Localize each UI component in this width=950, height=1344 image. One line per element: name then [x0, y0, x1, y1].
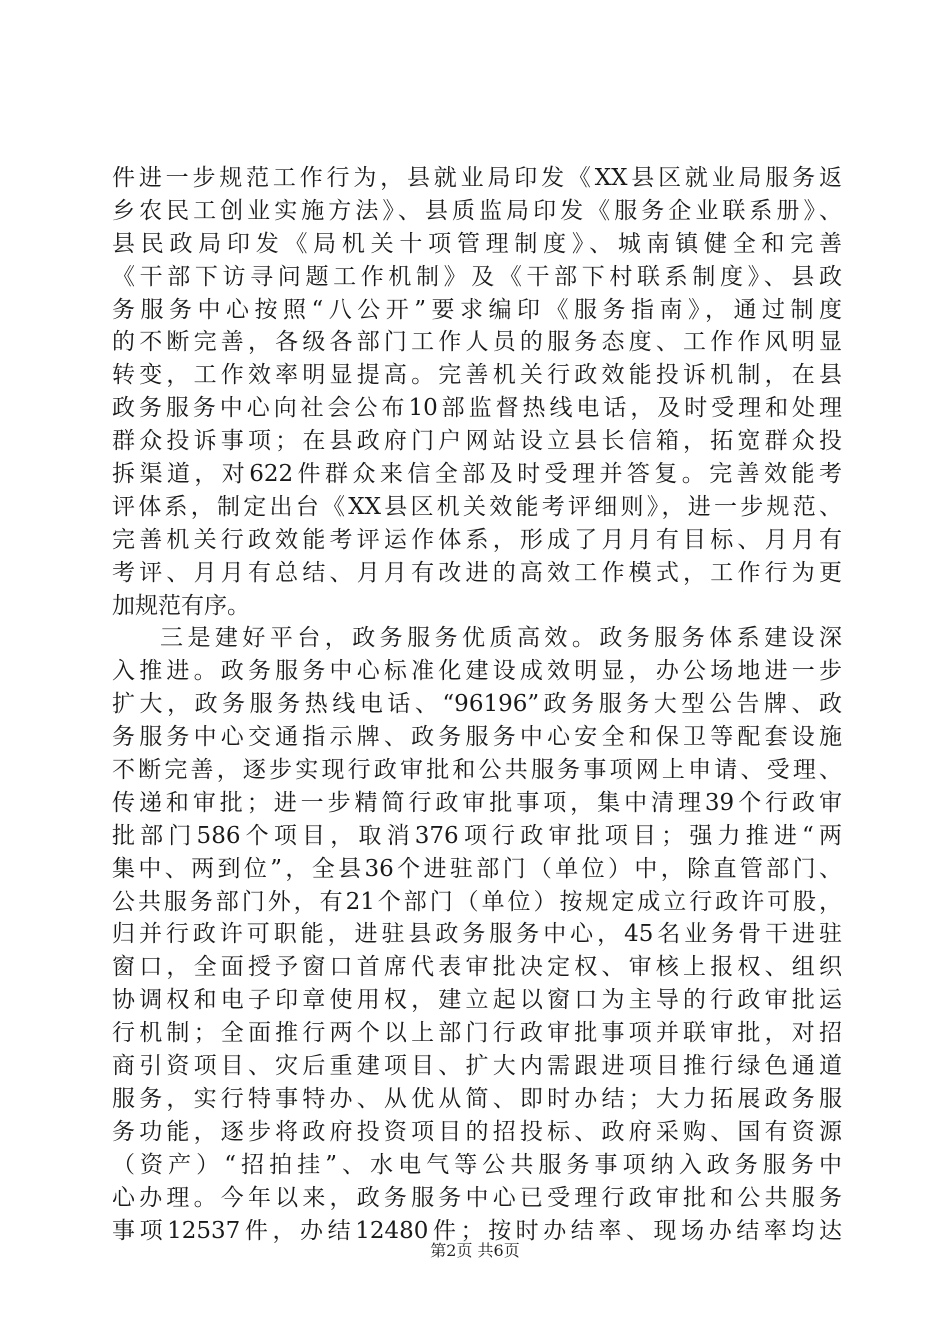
text-line: 务功能，逐步将政府投资项目的招投标、政府采购、国有资源: [112, 1118, 842, 1145]
page-number-footer: 第2页 共6页: [430, 1241, 520, 1260]
text-line: 集中、两到位”，全县36个进驻部门（单位）中，除直管部门、: [112, 855, 842, 882]
text-line: 务服务中心交通指示牌、政务服务中心安全和保卫等配套设施: [112, 724, 842, 751]
text-line: 行机制；全面推行两个以上部门行政审批事项并联审批，对招: [112, 1020, 842, 1047]
text-line: 转变，工作效率明显提高。完善机关行政效能投诉机制，在县: [112, 362, 842, 389]
text-line: 政务服务中心向社会公布10部监督热线电话，及时受理和处理: [112, 395, 842, 422]
text-line: 的不断完善，各级各部门工作人员的服务态度、工作作风明显: [112, 329, 842, 356]
text-line: 入推进。政务服务中心标准化建设成效明显，办公场地进一步: [112, 658, 842, 685]
text-line: 评体系，制定出台《XX县区机关效能考评细则》，进一步规范、: [112, 493, 842, 520]
text-line: 窗口，全面授予窗口首席代表审批决定权、审核上报权、组织: [112, 954, 842, 981]
paragraph-start-line: 三是建好平台，政务服务优质高效。政务服务体系建设深: [160, 625, 842, 652]
body-text: [112, 162, 842, 1247]
text-line: 传递和审批；进一步精简行政审批事项，集中清理39个行政审: [112, 789, 842, 816]
text-line: 心办理。今年以来，政务服务中心已受理行政审批和公共服务: [112, 1184, 842, 1211]
text-line: 扩大，政务服务热线电话、“96196”政务服务大型公告牌、政: [112, 691, 842, 718]
text-line: 《干部下访寻问题工作机制》及《干部下村联系制度》、县政: [112, 263, 842, 290]
text-line: 归并行政许可职能，进驻县政务服务中心，45名业务骨干进驻: [112, 921, 842, 948]
text-line: 务服务中心按照“八公开”要求编印《服务指南》，通过制度: [112, 296, 842, 323]
text-line: 加规范有序。: [112, 592, 250, 619]
text-line: 不断完善，逐步实现行政审批和公共服务事项网上申请、受理、: [112, 757, 842, 784]
text-line: 商引资项目、灾后重建项目、扩大内需跟进项目推行绿色通道: [112, 1053, 842, 1080]
text-line: 完善机关行政效能考评运作体系，形成了月月有目标、月月有: [112, 526, 842, 553]
text-line: 考评、月月有总结、月月有改进的高效工作模式，工作行为更: [112, 559, 842, 586]
text-line: 拆渠道，对622件群众来信全部及时受理并答复。完善效能考: [112, 461, 842, 488]
text-line: 协调权和电子印章使用权，建立起以窗口为主导的行政审批运: [112, 987, 842, 1014]
text-line: 服务，实行特事特办、从优从简、即时办结；大力拓展政务服: [112, 1085, 842, 1112]
text-line: 县民政局印发《局机关十项管理制度》、城南镇健全和完善: [112, 230, 842, 257]
text-line: （资产）“招拍挂”、水电气等公共服务事项纳入政务服务中: [112, 1151, 842, 1178]
text-line: 群众投诉事项；在县政府门户网站设立县长信箱，拓宽群众投: [112, 428, 842, 455]
text-line: 公共服务部门外，有21个部门（单位）按规定成立行政许可股，: [112, 888, 842, 915]
text-line: 批部门586个项目，取消376项行政审批项目；强力推进“两: [112, 822, 842, 849]
text-line: 事项12537件，办结12480件；按时办结率、现场办结率均达: [112, 1217, 842, 1244]
text-line: 件进一步规范工作行为，县就业局印发《XX县区就业局服务返: [112, 165, 842, 191]
text-line: 乡农民工创业实施方法》、县质监局印发《服务企业联系册》、: [112, 197, 842, 224]
